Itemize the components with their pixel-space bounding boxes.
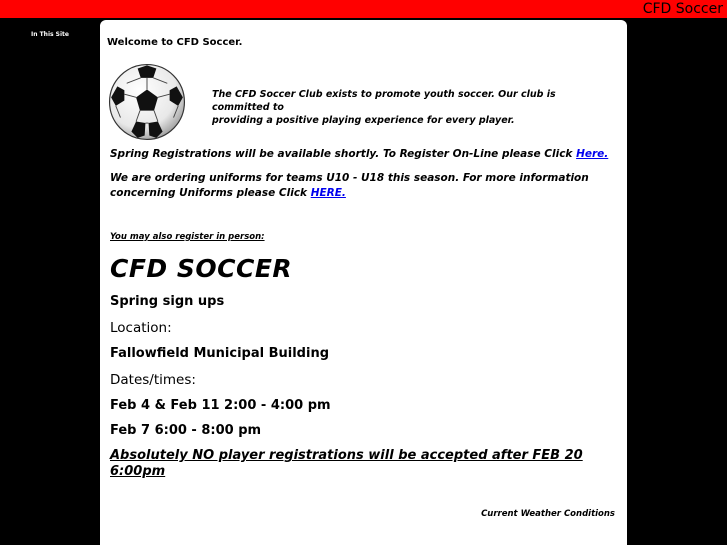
uniforms-text xyxy=(110,171,610,201)
spring-registration-text xyxy=(110,147,610,162)
site-title[interactable]: CFD Soccer xyxy=(642,1,723,17)
dates-label: Dates/times: xyxy=(110,372,196,388)
intro-line-2: providing a positive playing experience for every player. xyxy=(212,115,515,126)
location-label: Location: xyxy=(110,320,172,336)
cfd-soccer-title: CFD SOCCER xyxy=(110,254,293,283)
intro-text xyxy=(212,88,592,127)
header-bar xyxy=(0,0,727,18)
dates-line-2: Feb 7 6:00 - 8:00 pm xyxy=(110,423,262,438)
current-weather-link[interactable]: Current Weather Conditions xyxy=(481,509,615,519)
location-value: Fallowfield Municipal Building xyxy=(110,346,330,361)
spring-registration-link[interactable]: Here. xyxy=(576,148,609,160)
soccer-ball-icon xyxy=(108,63,186,141)
in-person-note: You may also register in person: xyxy=(110,232,265,242)
intro-line-1: The CFD Soccer Club exists to promote youth soccer. Our club is committed to xyxy=(212,89,556,113)
dates-line-1: Feb 4 & Feb 11 2:00 - 4:00 pm xyxy=(110,398,331,413)
registration-deadline-warning: Absolutely NO player registrations will be accepted after FEB 20 6:00pm xyxy=(110,448,583,479)
uniforms-link[interactable]: HERE. xyxy=(310,187,346,199)
spring-signups-heading: Spring sign ups xyxy=(110,294,225,309)
spring-registration-label: Spring Registrations will be available shortly. To Register On-Line please Click xyxy=(110,148,577,160)
sidebar-label-in-this-site[interactable]: In This Site xyxy=(31,31,69,38)
uniforms-label: We are ordering uniforms for teams U10 - U18 this season. For more information concerning Uniforms please Click xyxy=(110,172,589,199)
sidebar xyxy=(0,20,100,59)
welcome-heading: Welcome to CFD Soccer. xyxy=(107,37,243,48)
main-content xyxy=(100,20,627,545)
